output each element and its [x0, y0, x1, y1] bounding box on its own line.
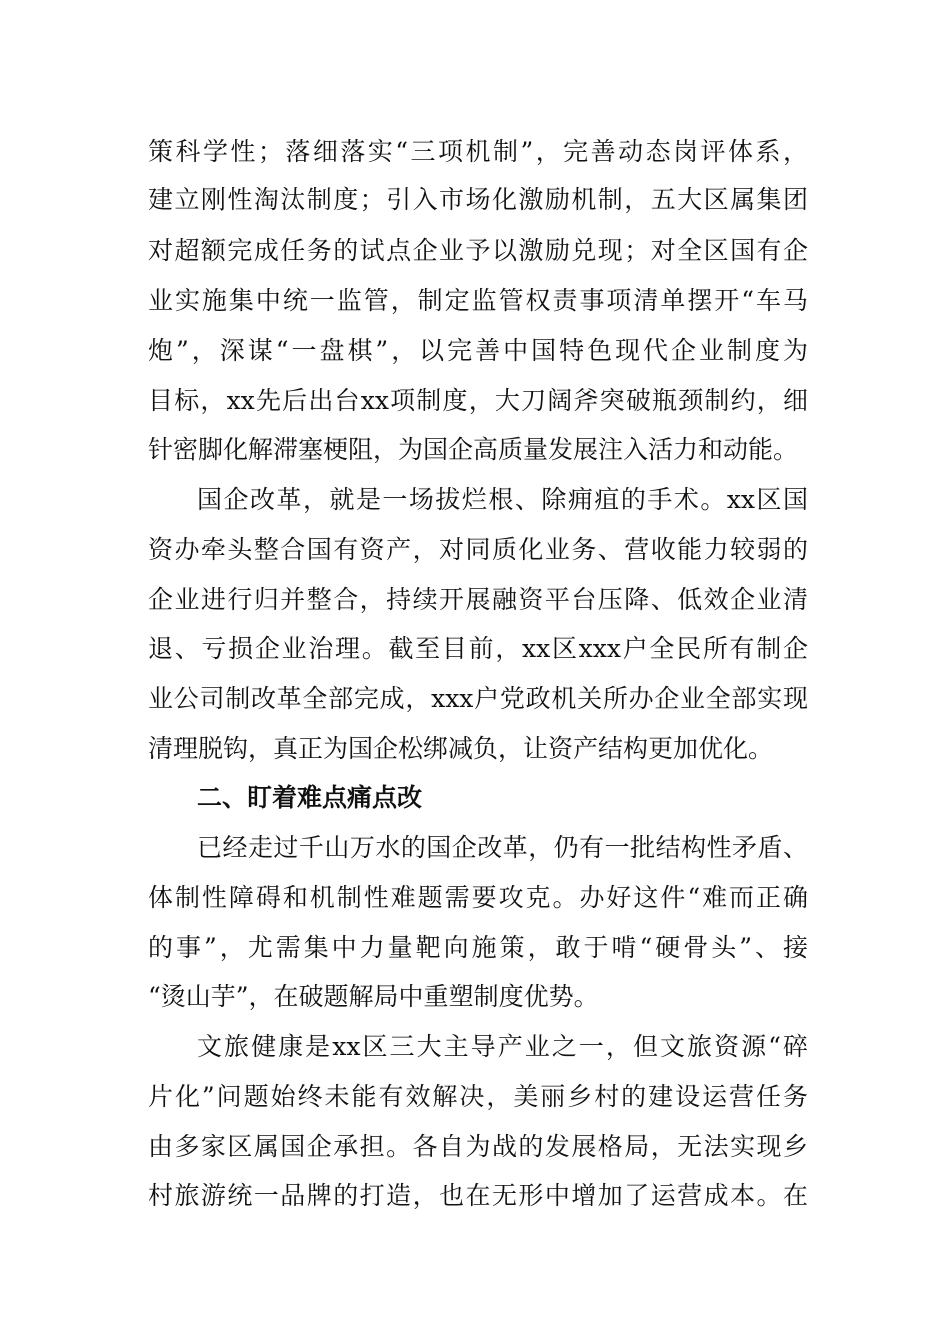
- text-line: 文旅健康是xx区三大主导产业之一，但文旅资源“碎: [197, 1032, 808, 1061]
- text-line: 由多家区属国企承担。各自为战的发展格局，无法实现乡: [148, 1132, 808, 1161]
- text-line: 清理脱钩，真正为国企松绑减负，让资产结构更加优化。: [148, 734, 774, 763]
- text-line: 的事”，尤需集中力量靶向施策，敢于啃“硬骨头”、接: [148, 933, 808, 962]
- text-line: “烫山芋”，在破题解局中重塑制度优势。: [148, 982, 599, 1011]
- text-line: 策科学性；落细落实“三项机制”，完善动态岗评体系，: [148, 137, 808, 166]
- text-line: 村旅游统一品牌的打造，也在无形中增加了运营成本。在: [148, 1181, 808, 1210]
- text-line: 片化”问题始终未能有效解决，美丽乡村的建设运营任务: [148, 1082, 808, 1111]
- text-line: 目标，xx先后出台xx项制度，大刀阔斧突破瓶颈制约，细: [148, 386, 808, 415]
- text-line: 业实施集中统一监管，制定监管权责事项清单摆开“车马: [148, 286, 808, 315]
- section-heading: 二、盯着难点痛点改: [197, 783, 423, 812]
- text-line: 企业进行归并整合，持续开展融资平台压降、低效企业清: [148, 585, 808, 614]
- text-line: 建立刚性淘汰制度；引入市场化激励机制，五大区属集团: [148, 185, 808, 214]
- text-line: 已经走过千山万水的国企改革，仍有一批结构性矛盾、: [197, 833, 808, 862]
- text-line: 炮”，深谋“一盘棋”，以完善中国特色现代企业制度为: [148, 336, 808, 365]
- text-line: 体制性障碍和机制性难题需要攻克。办好这件“难而正确: [148, 883, 808, 912]
- text-line: 针密脚化解滞塞梗阻，为国企高质量发展注入活力和动能。: [148, 435, 799, 464]
- text-line: 国企改革，就是一场拔烂根、除痈疽的手术。xx区国: [197, 485, 808, 514]
- text-line: 资办牵头整合国有资产，对同质化业务、营收能力较弱的: [148, 535, 808, 564]
- text-line: 业公司制改革全部完成，xxx户党政机关所办企业全部实现: [148, 684, 808, 713]
- text-line: 退、亏损企业治理。截至目前，xx区xxx户全民所有制企: [148, 634, 808, 663]
- text-line: 对超额完成任务的试点企业予以激励兑现；对全区国有企: [148, 236, 808, 265]
